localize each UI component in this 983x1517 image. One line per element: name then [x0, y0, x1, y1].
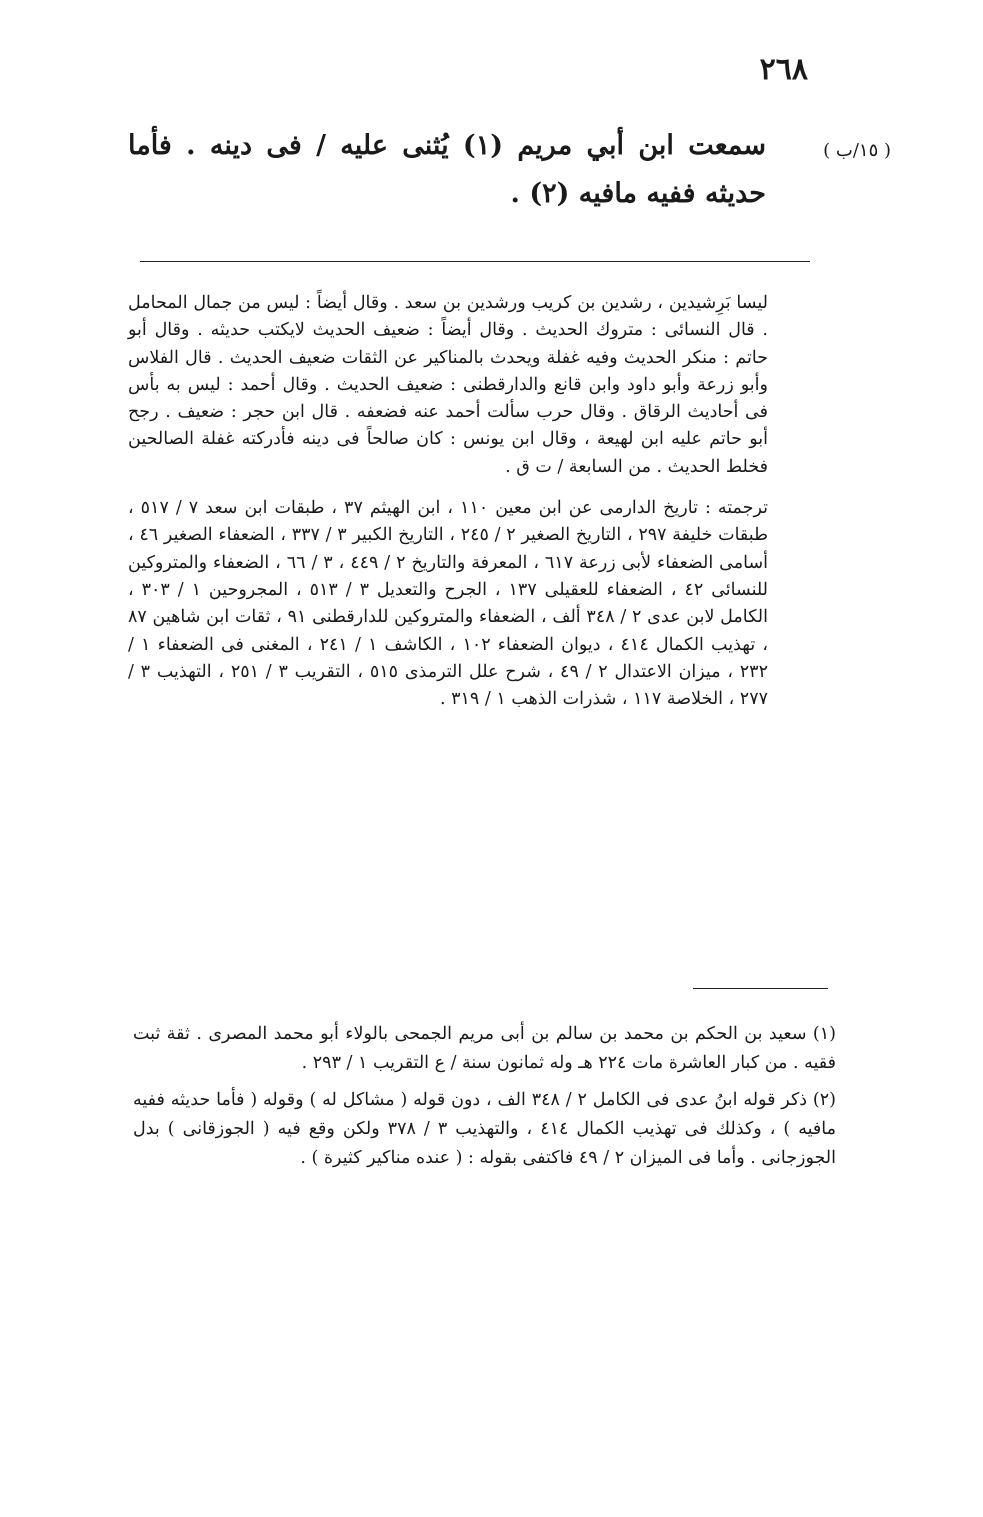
manuscript-folio-reference: ( ١٥/ب )	[823, 140, 891, 161]
narrator-assessment-paragraph: ليسا بَرِشيدين ، رشدين بن كريب ورشدين بن سعد . وقال أيضاً : ليس من جمال المحامل . قال النسائى : متروك الحديث . وقال أيضاً : ضعيف الحديث لايكتب حديثه . وقال أبو حاتم : منكر الحديث وفيه غفلة ويحدث بالمناكير عن الثقات ضعيف الحديث . قال الفلاس وأبو زرعة وأبو داود وابن قانع والدارقطنى : ضعيف الحديث . وقال أحمد : ليس به بأس فى أحاديث الرقاق . وقال حرب سألت أحمد عنه فضعفه . قال ابن حجر : ضعيف . رجح أبو حاتم عليه ابن لهيعة ، وقال ابن يونس : كان صالحاً فى دينه فأدركته غفلة الصالحين فخلط الحديث . من السابعة / ت ق .	[128, 293, 768, 477]
separator-line	[140, 261, 810, 262]
main-text-paragraph: سمعت ابن أبي مريم (١) يُثنى عليه / فى دينه . فأما حديثه ففيه مافيه (٢) .	[128, 130, 767, 209]
commentary-notes	[128, 290, 768, 727]
page-number: ٢٦٨	[759, 52, 808, 87]
footnote-separator-line	[693, 988, 828, 989]
footnote-1: (١) سعيد بن الحكم بن محمد بن سالم بن أبى مريم الجمحى بالولاء أبو محمد المصرى . ثقة ثبت فقيه . من كبار العاشرة مات ٢٢٤ هـ وله ثمانون سنة / ع التقريب ١ / ٢٩٣ .	[133, 1024, 836, 1073]
biography-sources-paragraph: ترجمته : تاريخ الدارمى عن ابن معين ١١٠ ، ابن الهيثم ٣٧ ، طبقات ابن سعد ٧ / ٥١٧ ، طبقات خليفة ٢٩٧ ، التاريخ الصغير ٢ / ٢٤٥ ، التاريخ الكبير ٣ / ٣٣٧ ، الضعفاء الصغير ٤٦ ، أسامى الضعفاء لأبى زرعة ٦١٧ ، المعرفة والتاريخ ٢ / ٤٤٩ ، ٣ / ٦٦ ، الضعفاء والمتروكين للنسائى ٤٢ ، الضعفاء للعقيلى ١٣٧ ، الجرح والتعديل ٣ / ٥١٣ ، المجروحين ١ / ٣٠٣ ، الكامل لابن عدى ٢ / ٣٤٨ ألف ، الضعفاء والمتروكين للدارقطنى ٩١ ، ثقات ابن شاهين ٨٧ ، تهذيب الكمال ٤١٤ ، ديوان الضعفاء ١٠٢ ، الكاشف ١ / ٢٤١ ، المغنى فى الضعفاء ١ / ٢٣٢ ، ميزان الاعتدال ٢ / ٤٩ ، شرح علل الترمذى ٥١٥ ، التقريب ٣ / ٢٥١ ، التهذيب ٣ / ٢٧٧ ، الخلاصة ١١٧ ، شذرات الذهب ١ / ٣١٩ .	[128, 498, 769, 710]
footnotes-block	[133, 1020, 836, 1181]
main-text-block	[128, 122, 766, 218]
footnote-2: (٢) ذكر قوله ابنُ عدى فى الكامل ٢ / ٣٤٨ الف ، دون قوله ( مشاكل له ) وقوله ( فأما حديثه ففيه مافيه ) ، وكذلك فى تهذيب الكمال ٤١٤ ، والتهذيب ٣ / ٣٧٨ ولكن وقع فيه ( الجوزقانى ) بدل الجوزجانى . وأما فى الميزان ٢ / ٤٩ فاكتفى بقوله : ( عنده مناكير كثيرة ) .	[133, 1090, 836, 1168]
